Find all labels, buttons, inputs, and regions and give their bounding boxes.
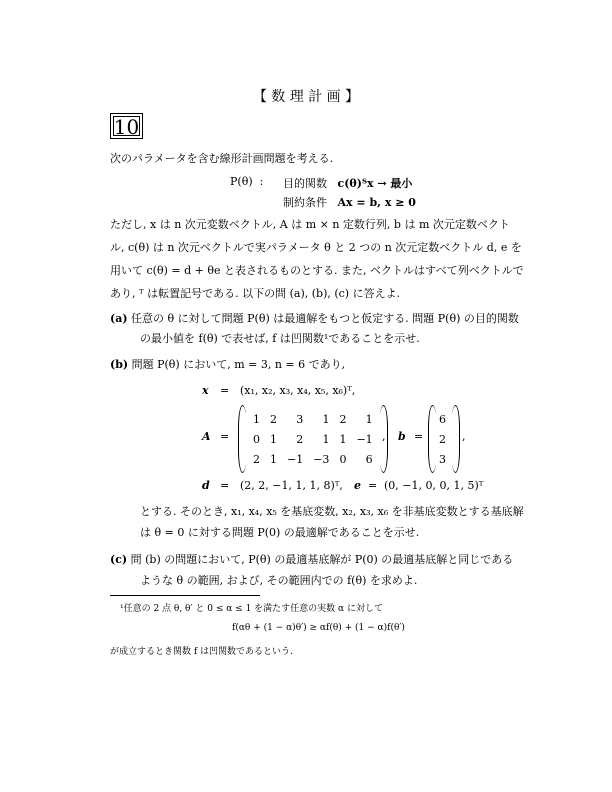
part-a-line-1: 任意の θ に対して問題 P(θ) は最適解をもつと仮定する. 問題 P(θ) の目的関数 [131, 312, 519, 325]
A-cell: 6 [365, 452, 373, 466]
footnote-rule [110, 595, 260, 596]
A-cell: 0 [253, 432, 260, 446]
b-vector-table [434, 409, 451, 469]
b-vector [428, 405, 460, 473]
paragraph-line-2: ル, c(θ) は n 次元ベクトルで実パラメータ θ と 2 つの n 次元定数ベクトル d, e を [110, 241, 522, 254]
A-left-paren [238, 405, 247, 473]
b-cell: 6 [439, 412, 446, 426]
paragraph-line-1: ただし, x は n 次元変数ベクトル, A は m × n 定数行列, b は m 次元定数ベクト [110, 218, 510, 231]
A-matrix [238, 405, 388, 473]
x-rhs: (x₁, x₂, x₃, x₄, x₅, x₆)ᵀ, [240, 384, 356, 397]
problem-colon: : [259, 175, 264, 188]
part-b-line-3: は θ = 0 に対する問題 P(0) の最適解であることを示せ. [140, 526, 420, 539]
page-title: 【 数 理 計 画 】 [252, 89, 360, 105]
footnote-formula: f(αθ + (1 − α)θ′) ≥ αf(θ) + (1 − α)f(θ′) [232, 623, 405, 633]
part-c-line-1: 問 (b) の問題において, P(θ) の最適基底解が P(0) の最適基底解と同じである [130, 553, 514, 566]
A-matrix-table [248, 409, 378, 469]
A-cell: −1 [356, 432, 373, 446]
A-cell: 1 [322, 412, 330, 426]
A-cell: 1 [270, 432, 277, 446]
part-b-line-2: とする. そのとき, x₁, x₄, x₅ を基底変数, x₂, x₃, x₆ を非基底変数とする基底解 [140, 505, 524, 518]
problem-number-box [110, 113, 143, 139]
problem-name [230, 175, 263, 188]
A-cell: 3 [296, 412, 304, 426]
A-cell: 2 [339, 412, 347, 426]
paragraph-line-4: あり, ᵀ は転置記号である. 以下の問 (a), (b), (c) に答えよ. [110, 287, 401, 300]
part-a-line-2: の最小値を f(θ) で表せば, f は凹関数¹であることを示せ. [140, 332, 420, 345]
part-a [110, 310, 519, 326]
A-cell: 1 [270, 452, 277, 466]
x-lhs: x [202, 384, 209, 397]
b-comma: , [462, 430, 466, 443]
A-cell: 2 [253, 452, 260, 466]
A-cell: 1 [365, 412, 373, 426]
e-eq: = [368, 479, 378, 492]
A-row-1 [248, 409, 378, 429]
part-c [110, 551, 513, 567]
A-cell: −1 [287, 452, 304, 466]
x-eq: = [220, 384, 230, 397]
footnote-line-1: ¹任意の 2 点 θ, θ′ と 0 ≤ α ≤ 1 を満たす任意の実数 α に対して [120, 604, 383, 614]
d-eq: = [220, 479, 230, 492]
part-b [110, 356, 345, 372]
part-b-label: (b) [110, 358, 129, 371]
paragraph-line-3: 用いて c(θ) = d + θe と表されるものとする. また, ベクトルはすべて列ベクトルで [110, 264, 524, 277]
b-eq: = [414, 430, 424, 443]
A-row-3 [248, 449, 378, 469]
part-c-line-2: ような θ の範囲, および, その範囲内での f(θ) を求めよ. [140, 574, 418, 587]
A-cell: 1 [253, 412, 260, 426]
intro-text: 次のパラメータを含む線形計画問題を考える. [110, 152, 334, 165]
A-eq: = [220, 430, 230, 443]
A-cell: 2 [296, 432, 304, 446]
objective-expr: c(θ)ᵀx → 最小 [337, 177, 413, 190]
problem-name-label: P(θ) [230, 175, 253, 188]
A-lhs: A [202, 430, 211, 443]
b-lhs: b [398, 430, 406, 443]
A-row-2 [248, 429, 378, 449]
d-rhs: (2, 2, −1, 1, 1, 8)ᵀ, [240, 479, 343, 492]
e-lhs: e [354, 479, 361, 492]
A-comma: , [382, 430, 386, 443]
A-cell: −3 [313, 452, 330, 466]
objective-label: 目的関数 [283, 177, 327, 190]
b-cell: 2 [439, 432, 446, 446]
problem-number: 10 [113, 115, 140, 139]
A-cell: 0 [339, 452, 347, 466]
e-rhs: (0, −1, 0, 0, 1, 5)ᵀ [384, 479, 484, 492]
part-c-label: (c) [110, 553, 128, 566]
d-lhs: d [202, 479, 210, 492]
b-cell: 3 [439, 452, 446, 466]
constraint-row [283, 194, 416, 210]
objective-row [283, 175, 412, 191]
A-cell: 2 [270, 412, 277, 426]
constraint-label: 制約条件 [283, 196, 327, 209]
A-cell: 1 [322, 432, 330, 446]
footnote-line-2: が成立するとき関数 f は凹関数であるという. [110, 647, 293, 657]
A-cell: 1 [339, 432, 347, 446]
b-right-paren [451, 405, 460, 473]
part-a-label: (a) [110, 312, 128, 325]
part-b-line-1: 問題 P(θ) において, m = 3, n = 6 であり, [131, 358, 346, 371]
constraint-expr: Ax = b, x ≥ 0 [337, 196, 416, 209]
